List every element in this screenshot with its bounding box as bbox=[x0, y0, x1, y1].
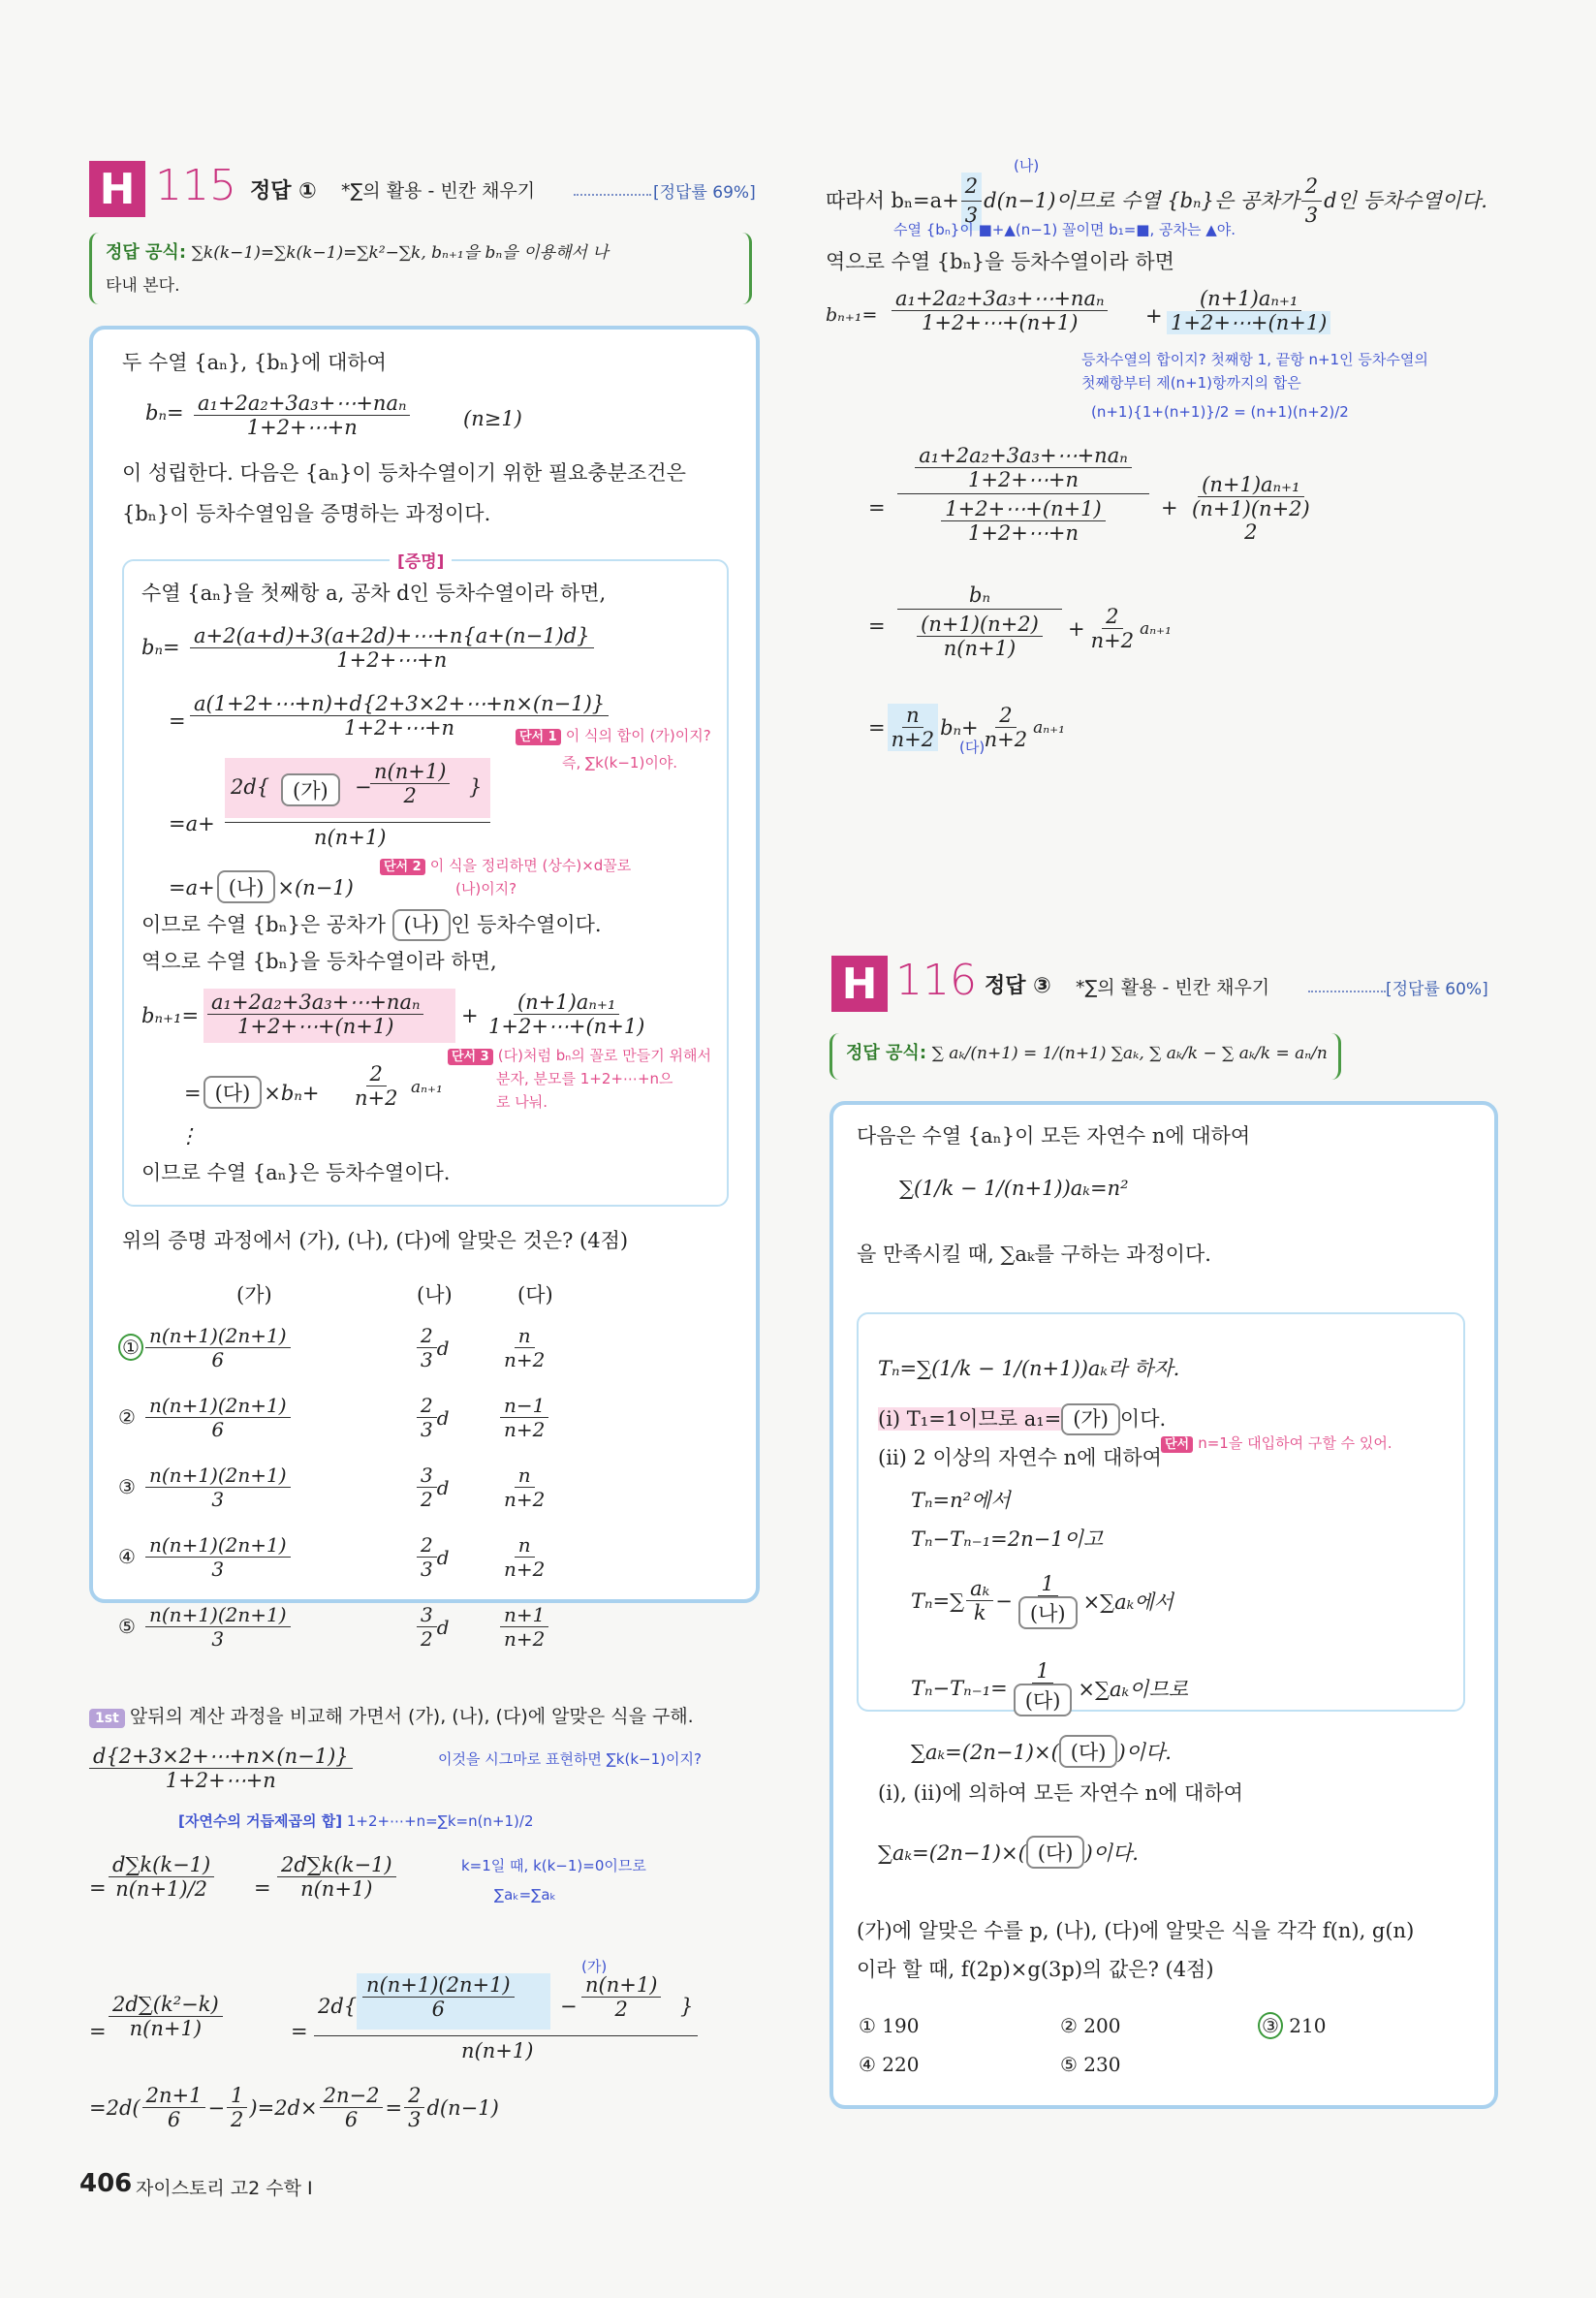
fraction-numerator: a₁+2a₂+3a₃+⋯+naₙ bbox=[194, 392, 410, 416]
r2-line: 역으로 수열 {bₙ}을 등차수열이라 하면 bbox=[826, 250, 1174, 273]
t3-line: (ⅱ) 2 이상의 자연수 n에 대하여 bbox=[878, 1446, 1162, 1469]
fraction-numerator: n(n+1) bbox=[370, 760, 450, 784]
hint3 bbox=[448, 1045, 711, 1065]
r6-da-label: (다) bbox=[959, 739, 986, 756]
hint3-tag: 단서 3 bbox=[448, 1049, 493, 1065]
fraction-numerator: a₁+2a₂+3a₃+⋯+naₙ bbox=[207, 991, 423, 1015]
fraction-numerator: a+2(a+d)+3(a+2d)+⋯+n{a+(n−1)d} bbox=[190, 624, 594, 648]
t9-line: (ⅰ), (ⅱ)에 의하여 모든 자연수 n에 대하여 bbox=[878, 1781, 1243, 1805]
fraction-denominator: n+2 bbox=[355, 1086, 398, 1110]
r3-lhs: bₙ₊₁= bbox=[826, 304, 878, 326]
s3-fraction-b bbox=[277, 1853, 396, 1901]
s4-den: n(n+1) bbox=[461, 2039, 534, 2062]
s5-line: =2d( $\frac{2n+1}{6}$ − $\frac{1}{2}$ )=2d× $\frac{2n-2}{6}$ = $\frac{2}{3}$ d(n−1) bbox=[89, 2084, 499, 2131]
plus-sign: + bbox=[461, 1004, 479, 1027]
equals-sign: = bbox=[254, 1876, 271, 1900]
problem-116-topic: *∑의 활용 - 빈칸 채우기 bbox=[1076, 977, 1270, 998]
hint116-tag: 단서 bbox=[1161, 1436, 1193, 1453]
s4-2d: 2d{ bbox=[318, 1995, 358, 2018]
hint1-tag: 단서 1 bbox=[516, 729, 561, 745]
option-ga: $\frac{n(n+1)(2n+1)}{6}$ bbox=[145, 1324, 291, 1371]
q115-bn-lhs: bₙ= bbox=[145, 401, 184, 425]
proof-line4-prefix: =a+ bbox=[169, 812, 215, 835]
formula-box-116 bbox=[829, 1033, 1341, 1080]
step-1st bbox=[89, 1702, 694, 1728]
s4-ga-label: (가) bbox=[581, 1958, 608, 1975]
proof-line4-2d: 2d{ bbox=[231, 775, 270, 799]
hint116 bbox=[1161, 1432, 1393, 1453]
proof-line10: 이므로 수열 {aₙ}은 등차수열이다. bbox=[141, 1161, 451, 1184]
problem-116-number: 116 bbox=[895, 956, 977, 1005]
proof-title: [증명] bbox=[390, 548, 452, 572]
s3-fraction-a bbox=[109, 1853, 214, 1901]
formula-label: 정답 공식: bbox=[106, 242, 187, 263]
proof-bn-lhs: bₙ= bbox=[141, 636, 180, 659]
fraction-denominator: 1+2+⋯+(n+1) bbox=[488, 1015, 645, 1038]
problem-115-topic: *∑의 활용 - 빈칸 채우기 bbox=[341, 180, 536, 202]
q115-line3: {bₙ}이 등차수열임을 증명하는 과정이다. bbox=[122, 502, 491, 525]
proof-line7: 역으로 수열 {bₙ}을 등차수열이라 하면, bbox=[141, 950, 497, 973]
t4-line: Tₙ=n²에서 bbox=[911, 1489, 1011, 1512]
fraction-numerator: (n+1)aₙ₊₁ bbox=[1196, 287, 1301, 311]
q116-line1: 다음은 수열 {aₙ}이 모든 자연수 n에 대하여 bbox=[857, 1124, 1251, 1148]
problem-115-rate: [정답률 69%] bbox=[653, 183, 756, 203]
option-1[interactable]: ① 190 bbox=[859, 2014, 920, 2037]
option-na: $\frac{2}{3}$ d bbox=[417, 1324, 450, 1371]
hint2 bbox=[380, 855, 631, 875]
r3-note-1: 등차수열의 합이지? 첫째항 1, 끝항 n+1인 등차수열의 bbox=[1081, 351, 1428, 368]
r3-fraction-2 bbox=[1167, 287, 1330, 334]
r4-complex-fraction: $\frac{\text{a₁+2a₂+3a₃+⋯+naₙ}}{1+2+\cdots+n}$ $\frac{1+2+\cdots+(n+1)}{1+2+\cdots+n}$ bbox=[897, 444, 1149, 545]
option-mark[interactable]: ① bbox=[118, 1336, 143, 1359]
t6-line: Tₙ=∑ $\frac{\text{aₖ}}{k}$ − $\frac{1}{\text{(나)}}$ ×∑aₖ에서 bbox=[911, 1572, 1174, 1629]
t1-line: Tₙ=∑(1/k − 1/(n+1))aₖ라 하자. bbox=[878, 1357, 1180, 1380]
vdots: ⋮ bbox=[178, 1124, 199, 1148]
equals-sign: = bbox=[868, 496, 886, 519]
problem-116-h-box: H bbox=[831, 956, 888, 1012]
hint3-text-2: 분자, 분모를 1+2+⋯+n으 bbox=[496, 1070, 673, 1087]
hint1-text: 이 식의 합이 (가)이지? bbox=[565, 727, 711, 744]
option-na: $\frac{2}{3}$ d bbox=[417, 1533, 450, 1581]
option-da: $\frac{n}{n+2}$ bbox=[504, 1533, 546, 1581]
equals-sign: = bbox=[169, 709, 186, 733]
page-number: 406 bbox=[79, 2169, 133, 2198]
fraction-numerator: d{2+3×2+⋯+n×(n−1)} bbox=[89, 1745, 353, 1769]
col-da: (다) bbox=[517, 1283, 553, 1306]
t7-line: Tₙ−Tₙ₋₁= $\frac{1}{\text{(다)}}$ ×∑aₖ이므로 bbox=[911, 1659, 1188, 1716]
proof-line4-den: n(n+1) bbox=[314, 826, 387, 849]
option-ga: $\frac{n(n+1)(2n+1)}{3}$ bbox=[145, 1464, 291, 1511]
t2-line: (ⅰ) T₁=1이므로 a₁= (가) 이다. bbox=[878, 1403, 1166, 1435]
dotted-leader bbox=[574, 194, 651, 196]
problem-116-answer: 정답 ③ bbox=[985, 974, 1051, 998]
r5-complex-fraction: bₙ $\frac{(n+1)(n+2)}{n(n+1)}$ bbox=[897, 583, 1062, 660]
r1-note: 수열 {bₙ}이 ■+▲(n−1) 꼴이면 b₁=■, 공차는 ▲야. bbox=[893, 221, 1236, 238]
t10-line: ∑aₖ=(2n−1)×( (다) )이다. bbox=[878, 1836, 1139, 1869]
proof-line8-fraction-1 bbox=[207, 991, 423, 1038]
s2-note: [자연수의 거듭제곱의 합] 1+2+⋯+n=∑k=n(n+1)/2 bbox=[178, 1812, 534, 1830]
s3-note: k=1일 때, k(k−1)=0이므로 bbox=[461, 1857, 646, 1874]
equals-sign: = bbox=[868, 614, 886, 638]
fraction-denominator: 1+2+⋯+(n+1) bbox=[1167, 311, 1330, 334]
t8-line: ∑aₖ=(2n−1)×( (다) )이다. bbox=[911, 1735, 1172, 1768]
problem-115-answer: 정답 ① bbox=[250, 179, 317, 204]
fraction-denominator: 1+2+⋯+(n+1) bbox=[922, 311, 1079, 334]
option-na: $\frac{3}{2}$ d bbox=[417, 1464, 450, 1511]
hint2-text-2: (나)이지? bbox=[455, 880, 517, 897]
fraction-bar bbox=[225, 822, 490, 823]
hint2-text: 이 식을 정리하면 (상수)×d꼴로 bbox=[429, 857, 632, 874]
fraction-denominator: 1+2+⋯+n bbox=[165, 1769, 276, 1792]
s1-note: 이것을 시그마로 표현하면 ∑k(k−1)이지? bbox=[438, 1750, 702, 1768]
option-mark[interactable]: ③ bbox=[118, 1475, 136, 1498]
plus-sign: + bbox=[1145, 304, 1163, 328]
fraction-bar bbox=[314, 2035, 698, 2036]
option-mark[interactable]: ② bbox=[118, 1405, 136, 1429]
option-mark[interactable]: ④ bbox=[118, 1545, 136, 1568]
hint1 bbox=[516, 725, 711, 745]
option-da: $\frac{n}{n+2}$ bbox=[504, 1464, 546, 1511]
option-mark[interactable]: ⑤ bbox=[118, 1615, 136, 1638]
formula-box-115 bbox=[89, 233, 752, 304]
proof-line2-fraction bbox=[190, 624, 594, 672]
proof-line4-inner-fraction bbox=[370, 760, 450, 807]
proof-line9: = (다) ×bₙ+ bbox=[184, 1076, 319, 1109]
q115-line2: 이 성립한다. 다음은 {aₙ}이 등차수열이기 위한 필요충분조건은 bbox=[122, 461, 686, 485]
step-text: 앞뒤의 계산 과정을 비교해 가면서 (가), (나), (다)에 알맞은 식을 구해. bbox=[129, 1706, 694, 1727]
hint2-tag: 단서 2 bbox=[380, 859, 425, 875]
r3-note-2: 첫째항부터 제(n+1)항까지의 합은 bbox=[1081, 374, 1301, 392]
proof-line1: 수열 {aₙ}을 첫째항 a, 공차 d인 등차수열이라 하면, bbox=[141, 582, 607, 605]
r3-fraction-1 bbox=[892, 287, 1108, 334]
s4-inner-fraction-2 bbox=[581, 1973, 661, 2021]
step-badge: 1st bbox=[89, 1709, 125, 1728]
equals-sign: = bbox=[89, 1876, 107, 1900]
q116-line4: (가)에 알맞은 수를 p, (나), (다)에 알맞은 식을 각각 f(n), g(n) bbox=[857, 1919, 1415, 1942]
col-ga: (가) bbox=[236, 1283, 272, 1306]
formula-text-2: 타내 본다. bbox=[106, 276, 180, 296]
option-5[interactable]: ⑤ 230 bbox=[1060, 2053, 1121, 2076]
option-3[interactable]: ③ 210 bbox=[1258, 2014, 1326, 2037]
problem-116-rate: [정답률 60%] bbox=[1386, 980, 1488, 999]
q116-line5: 이라 할 때, f(2p)×g(3p)의 값은? (4점) bbox=[857, 1958, 1214, 1981]
t5-line: Tₙ−Tₙ₋₁=2n−1이고 bbox=[911, 1527, 1104, 1551]
r6-line: = $\frac{n}{n+2}$ bₙ+ $\frac{2}{n+2}$ aₙ₊₁ bbox=[868, 704, 1065, 751]
problem-115-number: 115 bbox=[155, 161, 236, 210]
plus-sign: + bbox=[1161, 496, 1178, 519]
proof-line9-fraction bbox=[351, 1062, 401, 1110]
s4-inner-fraction-1 bbox=[362, 1973, 515, 2021]
s1-fraction bbox=[89, 1745, 353, 1792]
fraction-denominator: n(n+1)/2 bbox=[115, 1877, 208, 1901]
proof-line8-lhs: bₙ₊₁= bbox=[141, 1004, 200, 1027]
fraction-numerator: 2 bbox=[366, 1062, 387, 1086]
q115-line1: 두 수열 {aₙ}, {bₙ}에 대하여 bbox=[122, 351, 387, 374]
q116-line2: ∑(1/k − 1/(n+1))aₖ=n² bbox=[899, 1177, 1129, 1200]
proof-line5: =a+ (나) ×(n−1) bbox=[169, 870, 354, 903]
minus-sign: − bbox=[560, 1995, 578, 2018]
fraction-numerator: n(n+1)(2n+1) bbox=[362, 1973, 515, 1998]
fraction-denominator: 1+2+⋯+n bbox=[246, 416, 358, 439]
s3-note-2: ∑aₖ=∑aₖ bbox=[494, 1886, 556, 1904]
s4-fraction-a bbox=[109, 1993, 223, 2040]
option-2[interactable]: ② 200 bbox=[1060, 2014, 1121, 2037]
fraction-denominator: n(n+1) bbox=[129, 2017, 203, 2040]
option-da: $\frac{n-1}{n+2}$ bbox=[500, 1394, 548, 1441]
option-ga: $\frac{n(n+1)(2n+1)}{3}$ bbox=[145, 1603, 291, 1651]
option-da: $\frac{n+1}{n+2}$ bbox=[500, 1603, 548, 1651]
option-na: $\frac{3}{2}$ d bbox=[417, 1603, 450, 1651]
col-na: (나) bbox=[417, 1283, 453, 1306]
fraction-denominator: 1+2+⋯+n bbox=[344, 716, 455, 740]
option-da: $\frac{n}{n+2}$ bbox=[504, 1324, 546, 1371]
r5-tail: + $\frac{2}{n+2}$ aₙ₊₁ bbox=[1068, 605, 1172, 652]
hint116-text: n=1을 대입하여 구할 수 있어. bbox=[1198, 1434, 1393, 1452]
hint1-text-2: 즉, ∑k(k−1)이야. bbox=[562, 754, 678, 771]
equals-sign: = bbox=[89, 2020, 107, 2043]
fraction-denominator: 2 bbox=[403, 784, 417, 807]
formula-label: 정답 공식: bbox=[846, 1043, 927, 1063]
formula-text: ∑ aₖ/(n+1) = 1/(n+1) ∑aₖ, ∑ aₖ/k − ∑ aₖ/k = aₙ/n bbox=[931, 1044, 1328, 1063]
r1-na-label: (나) bbox=[1014, 157, 1040, 174]
fraction-numerator: a(1+2+⋯+n)+d{2+3×2+⋯+n×(n−1)} bbox=[190, 692, 609, 716]
formula-text: ∑k(k−1)=∑k(k−1)=∑k²−∑k, bₙ₊₁을 bₙ을 이용해서 나 bbox=[191, 243, 609, 263]
fraction-denominator: n(n+1) bbox=[300, 1877, 373, 1901]
proof-line8-fraction-2 bbox=[485, 991, 648, 1038]
r1-line: 따라서 bₙ=a+ $\frac{2}{3}$ d(n−1)이므로 수열 {bₙ}은 공차가 $\frac{2}{3}$ d인 등차수열이다. bbox=[826, 173, 1487, 231]
fraction-numerator: d∑k(k−1) bbox=[109, 1853, 214, 1877]
footer-title: 자이스토리 고2 수학 Ⅰ bbox=[136, 2178, 313, 2199]
fraction-numerator: n(n+1) bbox=[581, 1973, 661, 1998]
dotted-leader bbox=[1308, 991, 1386, 992]
q115-bn-cond: (n≥1) bbox=[463, 407, 522, 430]
q115-question: 위의 증명 과정에서 (가), (나), (다)에 알맞은 것은? (4점) bbox=[122, 1229, 629, 1252]
close-brace: } bbox=[469, 775, 483, 799]
fraction-denominator: 2 bbox=[614, 1998, 628, 2021]
problem-115-h-box: H bbox=[89, 161, 145, 217]
r3-note-3: (n+1){1+(n+1)}/2 = (n+1)(n+2)/2 bbox=[1091, 403, 1349, 421]
option-na: $\frac{2}{3}$ d bbox=[417, 1394, 450, 1441]
proof-line9-tail: aₙ₊₁ bbox=[411, 1078, 443, 1097]
q116-line3: 을 만족시킬 때, ∑aₖ를 구하는 과정이다. bbox=[857, 1243, 1211, 1266]
proof-line4-ga-box: (가) bbox=[281, 773, 340, 806]
q115-bn-fraction bbox=[194, 392, 410, 439]
fraction-numerator: 2d∑k(k−1) bbox=[277, 1853, 396, 1877]
fraction-numerator: a₁+2a₂+3a₃+⋯+naₙ bbox=[892, 287, 1108, 311]
hint3-text: (다)처럼 bₙ의 꼴로 만들기 위해서 bbox=[497, 1047, 711, 1064]
option-4[interactable]: ④ 220 bbox=[859, 2053, 920, 2076]
r4-right-fraction: $\frac{\text{(n+1)aₙ₊₁}}{(n+1)(n+2)}$ 2 bbox=[1192, 473, 1310, 544]
fraction-denominator: 6 bbox=[431, 1998, 445, 2021]
fraction-numerator: 2d∑(k²−k) bbox=[109, 1993, 223, 2017]
minus-sign: − bbox=[355, 775, 372, 799]
hint3-text-3: 로 나눠. bbox=[496, 1093, 548, 1111]
equals-sign: = bbox=[291, 2020, 308, 2043]
fraction-numerator: (n+1)aₙ₊₁ bbox=[514, 991, 619, 1015]
option-ga: $\frac{n(n+1)(2n+1)}{3}$ bbox=[145, 1533, 291, 1581]
option-ga: $\frac{n(n+1)(2n+1)}{6}$ bbox=[145, 1394, 291, 1441]
close-brace: } bbox=[680, 1995, 694, 2018]
proof-line6: 이므로 수열 {bₙ}은 공차가 (나) 인 등차수열이다. bbox=[141, 909, 602, 941]
fraction-denominator: 1+2+⋯+(n+1) bbox=[237, 1015, 394, 1038]
fraction-denominator: 1+2+⋯+n bbox=[336, 648, 448, 672]
